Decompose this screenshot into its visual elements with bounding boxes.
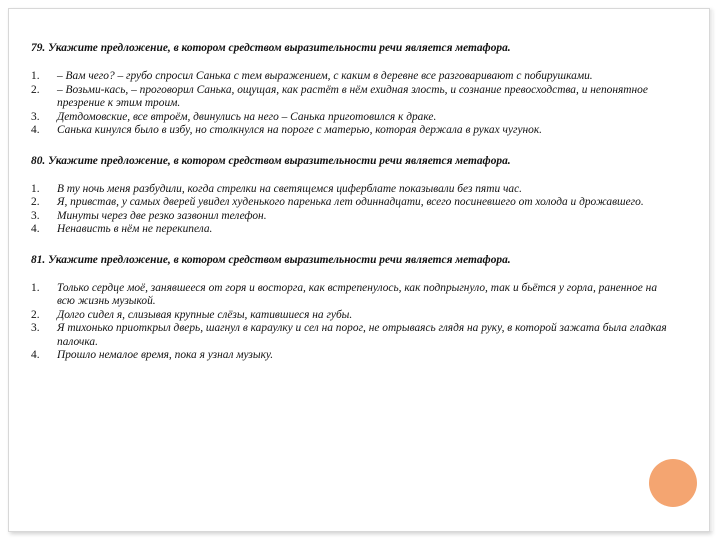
option-text: Санька кинулся было в избу, но столкнулся на пороге с матерью, которая держала в руках чугунок. <box>57 124 543 136</box>
answer-option <box>31 183 671 197</box>
answer-option <box>31 84 671 111</box>
answer-option <box>31 124 671 138</box>
option-number: 3. <box>31 110 40 123</box>
option-number: 4. <box>31 349 40 361</box>
option-number: 2. <box>31 196 40 208</box>
answer-list <box>31 282 671 363</box>
answer-option <box>31 210 671 224</box>
option-number: 4. <box>31 124 40 136</box>
slide-content <box>31 41 671 379</box>
option-text: Минуты через две резко зазвонил телефон. <box>57 209 267 222</box>
option-number: 3. <box>31 209 40 222</box>
option-text: Ненависть в нём не перекипела. <box>57 223 213 235</box>
option-text: Прошло немалое время, пока я узнал музыку. <box>57 349 274 361</box>
option-number: 4. <box>31 223 40 235</box>
option-number: 2. <box>31 308 40 321</box>
slide-frame <box>8 8 710 532</box>
question-title: 81. Укажите предложение, в котором средством выразительности речи является метафора. <box>31 253 511 266</box>
option-number: 1. <box>31 70 40 82</box>
answer-list <box>31 183 671 237</box>
decorative-circle <box>649 459 697 507</box>
option-text: – Возьми-кась, – проговорил Санька, ощущая, как растёт в нём ехидная злость, и сознание превосходства, и непонятное презрение к этим троим. <box>57 83 648 109</box>
option-text: Долго сидел я, слизывая крупные слёзы, катившиеся на губы. <box>57 308 353 321</box>
answer-option <box>31 349 671 363</box>
question-block-81 <box>31 253 671 363</box>
question-title: 79. Укажите предложение, в котором средством выразительности речи является метафора. <box>31 42 511 54</box>
answer-list <box>31 70 671 138</box>
option-text: Детдомовские, все втроём, двинулись на него – Санька приготовился к драке. <box>57 110 437 123</box>
answer-option <box>31 322 671 349</box>
question-block-80 <box>31 154 671 237</box>
option-text: В ту ночь меня разбудили, когда стрелки на светящемся циферблате показывали без пяти час. <box>57 182 523 195</box>
answer-option <box>31 196 671 210</box>
option-number: 3. <box>31 322 40 334</box>
option-number: 1. <box>31 281 40 294</box>
answer-option <box>31 282 671 309</box>
option-text: Я тихонько приоткрыл дверь, шагнул в караулку и сел на порог, не отрываясь глядя на руку, в которой зажата была гладкая палочка. <box>57 322 667 348</box>
option-text: Я, привстав, у самых дверей увидел худенького паренька лет одиннадцати, всего посиневшего от холода и дрожавшего. <box>57 196 644 208</box>
question-title: 80. Укажите предложение, в котором средством выразительности речи является метафора. <box>31 154 511 167</box>
answer-option <box>31 223 671 237</box>
question-block-79 <box>31 41 671 138</box>
option-text: – Вам чего? – грубо спросил Санька с тем выражением, с каким в деревне все разговаривают с побирушками. <box>57 70 593 82</box>
answer-option <box>31 70 671 84</box>
option-number: 1. <box>31 182 40 195</box>
option-text: Только сердце моё, занявшееся от горя и восторга, как встрепенулось, как подпрыгнуло, так и бьётся у горла, раненное на всю жизнь музыкой. <box>57 281 658 307</box>
answer-option <box>31 309 671 323</box>
answer-option <box>31 111 671 125</box>
option-number: 2. <box>31 83 40 96</box>
